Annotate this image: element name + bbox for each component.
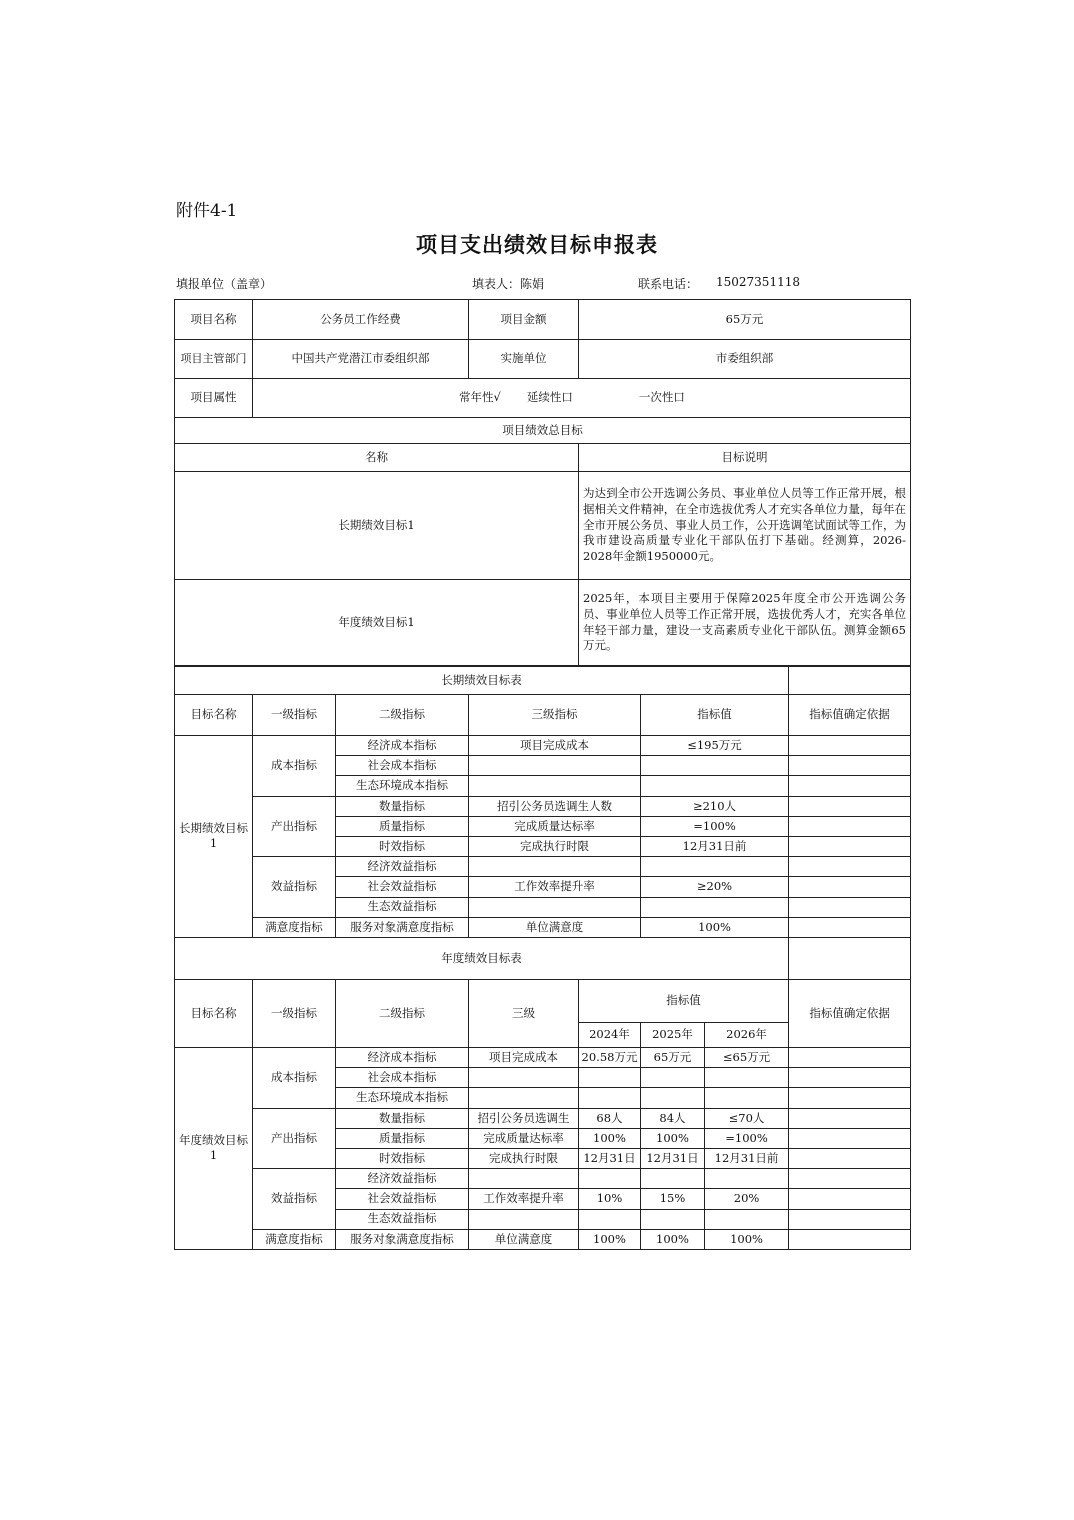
- value-cell: [641, 776, 789, 796]
- long-target-name: 长期绩效目标1: [175, 472, 579, 580]
- filler-label: 填表人：陈娟: [472, 277, 545, 291]
- col-target-name: 目标名称: [175, 695, 253, 736]
- year-value-cell: [579, 1068, 641, 1088]
- year-value-cell: 100%: [705, 1229, 789, 1249]
- year-value-cell: 100%: [641, 1128, 705, 1148]
- year-2026: 2026年: [705, 1023, 789, 1048]
- basis-cell: [789, 1088, 911, 1108]
- basis-cell: [789, 857, 911, 877]
- level1-cell: 产出指标: [253, 1108, 336, 1169]
- year-value-cell: 20.58万元: [579, 1048, 641, 1068]
- long-table-header-blank: [789, 667, 911, 695]
- basis-cell: [789, 1189, 911, 1209]
- attr-option-onetime: 一次性口: [638, 390, 685, 405]
- year-value-cell: [705, 1088, 789, 1108]
- impl-unit-value: 市委组织部: [579, 340, 911, 379]
- level2-cell: 数量指标: [336, 1108, 469, 1128]
- annual-table-header: 年度绩效目标表: [175, 938, 789, 980]
- col-level1: 一级指标: [253, 695, 336, 736]
- level2-cell: 时效指标: [336, 1148, 469, 1168]
- phone-number: 15027351118: [716, 275, 800, 289]
- basis-cell: [789, 796, 911, 816]
- level2-cell: 社会成本指标: [336, 756, 469, 776]
- col-basis: 指标值确定依据: [789, 695, 911, 736]
- level3-cell: [469, 857, 641, 877]
- overall-target-header: 项目绩效总目标: [175, 418, 911, 444]
- col-desc-header: 目标说明: [579, 444, 911, 472]
- long-target-desc: 为达到全市公开选调公务员、事业单位人员等工作正常开展，根据相关文件精神，在全市选拔优秀人才充实各单位力量，每年在全市开展公务员、事业人员工作，公开选调笔试面试等工作，为我市建设高质量专业化干部队伍打下基础。经测算，2026-2028年金额1950000元。: [579, 472, 911, 580]
- level2-cell: 经济成本指标: [336, 736, 469, 756]
- year-value-cell: [641, 1209, 705, 1229]
- year-value-cell: [705, 1169, 789, 1189]
- form-title: 项目支出绩效目标申报表: [416, 232, 658, 257]
- level3-cell: [469, 1209, 579, 1229]
- col-value: 指标值: [641, 695, 789, 736]
- level3-cell: 招引公务员选调生人数: [469, 796, 641, 816]
- year-value-cell: 20%: [705, 1189, 789, 1209]
- basis-cell: [789, 756, 911, 776]
- year-value-cell: 12月31日前: [705, 1148, 789, 1168]
- level2-cell: 时效指标: [336, 836, 469, 856]
- level1-cell: 效益指标: [253, 1169, 336, 1230]
- level3-cell: 单位满意度: [469, 917, 641, 937]
- annual-target-name: 年度绩效目标1: [175, 580, 579, 666]
- long-target-name-cell: 长期绩效目标1: [175, 736, 253, 938]
- year-value-cell: 12月31日: [579, 1148, 641, 1168]
- level1-cell: 成本指标: [253, 1048, 336, 1109]
- year-value-cell: [641, 1169, 705, 1189]
- level2-cell: 生态效益指标: [336, 1209, 469, 1229]
- year-value-cell: 100%: [579, 1229, 641, 1249]
- project-attr-options: [253, 379, 911, 418]
- level2-cell: 社会效益指标: [336, 877, 469, 897]
- col-level3: 三级指标: [469, 695, 641, 736]
- basis-cell: [789, 1209, 911, 1229]
- year-value-cell: 100%: [579, 1128, 641, 1148]
- impl-unit-label: 实施单位: [469, 340, 579, 379]
- col-basis: 指标值确定依据: [789, 980, 911, 1048]
- level3-cell: 完成执行时限: [469, 1148, 579, 1168]
- col-target-name: 目标名称: [175, 980, 253, 1048]
- level1-cell: 满意度指标: [253, 1229, 336, 1249]
- level2-cell: 经济效益指标: [336, 857, 469, 877]
- level3-cell: [469, 776, 641, 796]
- value-cell: 12月31日前: [641, 836, 789, 856]
- level3-cell: 完成质量达标率: [469, 816, 641, 836]
- project-amount-label: 项目金额: [469, 300, 579, 340]
- basic-info-table: [174, 299, 911, 666]
- annual-table: [174, 937, 911, 1250]
- col-value: 指标值: [579, 980, 789, 1023]
- attr-option-continuing: 延续性口: [526, 390, 573, 405]
- value-cell: ≥210人: [641, 796, 789, 816]
- level2-cell: 社会成本指标: [336, 1068, 469, 1088]
- dept-value: 中国共产党潜江市委组织部: [253, 340, 469, 379]
- level3-cell: 单位满意度: [469, 1229, 579, 1249]
- filling-unit-label: 填报单位（盖章）: [176, 277, 273, 291]
- level3-cell: 招引公务员选调生: [469, 1108, 579, 1128]
- level1-cell: 满意度指标: [253, 917, 336, 937]
- annual-target-name-cell: 年度绩效目标1: [175, 1048, 253, 1250]
- level3-cell: [469, 1068, 579, 1088]
- basis-cell: [789, 1108, 911, 1128]
- year-value-cell: =100%: [705, 1128, 789, 1148]
- level3-cell: [469, 1169, 579, 1189]
- basis-cell: [789, 1048, 911, 1068]
- year-value-cell: [641, 1088, 705, 1108]
- basis-cell: [789, 1128, 911, 1148]
- level2-cell: 经济成本指标: [336, 1048, 469, 1068]
- level3-cell: 工作效率提升率: [469, 1189, 579, 1209]
- year-value-cell: ≤70人: [705, 1108, 789, 1128]
- value-cell: [641, 857, 789, 877]
- year-value-cell: 65万元: [641, 1048, 705, 1068]
- level3-cell: [469, 756, 641, 776]
- project-attr-label: 项目属性: [175, 379, 253, 418]
- level1-cell: 产出指标: [253, 796, 336, 857]
- year-value-cell: [641, 1068, 705, 1088]
- year-value-cell: 10%: [579, 1189, 641, 1209]
- basis-cell: [789, 897, 911, 917]
- year-value-cell: [579, 1088, 641, 1108]
- basis-cell: [789, 917, 911, 937]
- year-value-cell: 100%: [641, 1229, 705, 1249]
- dept-label: 项目主管部门: [175, 340, 253, 379]
- long-term-table: [174, 666, 911, 938]
- level1-cell: 效益指标: [253, 857, 336, 918]
- col-name-header: 名称: [175, 444, 579, 472]
- annex-label: 附件4-1: [176, 201, 238, 221]
- level2-cell: 经济效益指标: [336, 1169, 469, 1189]
- basis-cell: [789, 836, 911, 856]
- value-cell: 100%: [641, 917, 789, 937]
- project-name-label: 项目名称: [175, 300, 253, 340]
- level2-cell: 社会效益指标: [336, 1189, 469, 1209]
- year-value-cell: 15%: [641, 1189, 705, 1209]
- year-value-cell: [579, 1169, 641, 1189]
- value-cell: =100%: [641, 816, 789, 836]
- level3-cell: 项目完成成本: [469, 1048, 579, 1068]
- basis-cell: [789, 776, 911, 796]
- value-cell: ≥20%: [641, 877, 789, 897]
- level1-cell: 成本指标: [253, 736, 336, 797]
- level3-cell: 项目完成成本: [469, 736, 641, 756]
- level3-cell: [469, 897, 641, 917]
- project-amount-value: 65万元: [579, 300, 911, 340]
- level2-cell: 质量指标: [336, 816, 469, 836]
- project-name-value: 公务员工作经费: [253, 300, 469, 340]
- level3-cell: 完成质量达标率: [469, 1128, 579, 1148]
- level2-cell: 服务对象满意度指标: [336, 917, 469, 937]
- level2-cell: 数量指标: [336, 796, 469, 816]
- year-value-cell: 12月31日: [641, 1148, 705, 1168]
- year-value-cell: [705, 1068, 789, 1088]
- level3-cell: [469, 1088, 579, 1108]
- level2-cell: 服务对象满意度指标: [336, 1229, 469, 1249]
- basis-cell: [789, 816, 911, 836]
- level2-cell: 生态环境成本指标: [336, 776, 469, 796]
- basis-cell: [789, 1169, 911, 1189]
- basis-cell: [789, 736, 911, 756]
- basis-cell: [789, 1148, 911, 1168]
- phone-label: 联系电话：: [638, 277, 699, 291]
- year-2024: 2024年: [579, 1023, 641, 1048]
- long-table-header: 长期绩效目标表: [175, 667, 789, 695]
- basis-cell: [789, 1229, 911, 1249]
- level3-cell: 完成执行时限: [469, 836, 641, 856]
- basis-cell: [789, 877, 911, 897]
- year-value-cell: 68人: [579, 1108, 641, 1128]
- attr-option-perennial: 常年性√: [459, 390, 501, 405]
- level2-cell: 生态效益指标: [336, 897, 469, 917]
- year-value-cell: [705, 1209, 789, 1229]
- year-value-cell: 84人: [641, 1108, 705, 1128]
- value-cell: ≤195万元: [641, 736, 789, 756]
- year-2025: 2025年: [641, 1023, 705, 1048]
- col-level2: 二级指标: [336, 980, 469, 1048]
- year-value-cell: [579, 1209, 641, 1229]
- year-value-cell: ≤65万元: [705, 1048, 789, 1068]
- col-level3: 三级: [469, 980, 579, 1048]
- annual-target-desc: 2025年，本项目主要用于保障2025年度全市公开选调公务员、事业单位人员等工作正常开展，选拔优秀人才，充实各单位年轻干部力量，建设一支高素质专业化干部队伍。测算金额65万元。: [579, 580, 911, 666]
- basis-cell: [789, 1068, 911, 1088]
- level2-cell: 质量指标: [336, 1128, 469, 1148]
- col-level2: 二级指标: [336, 695, 469, 736]
- level3-cell: 工作效率提升率: [469, 877, 641, 897]
- col-level1: 一级指标: [253, 980, 336, 1048]
- value-cell: [641, 756, 789, 776]
- value-cell: [641, 897, 789, 917]
- level2-cell: 生态环境成本指标: [336, 1088, 469, 1108]
- annual-table-header-blank: [789, 938, 911, 980]
